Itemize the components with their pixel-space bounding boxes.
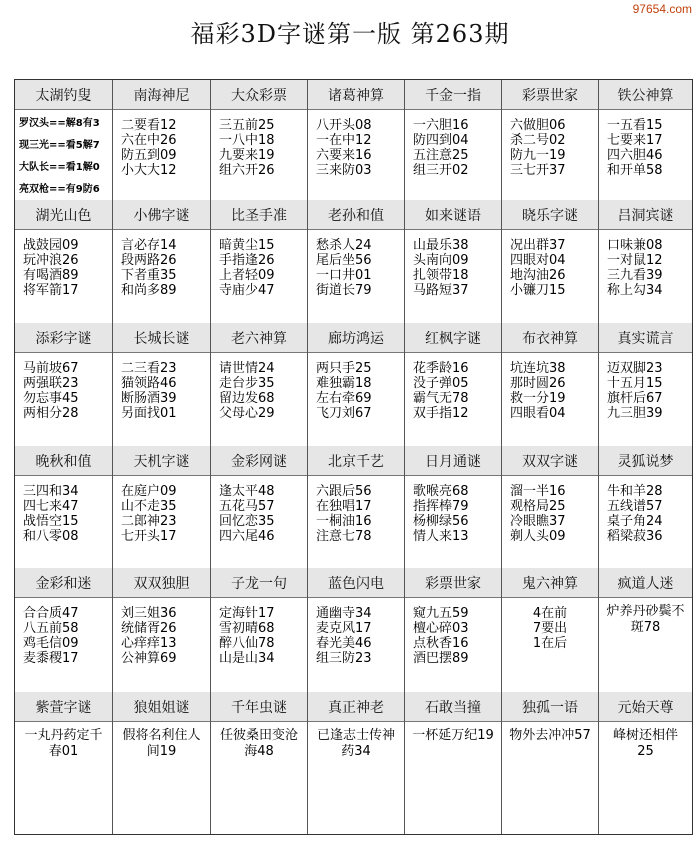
riddle-line: 有喝酒89 xyxy=(23,268,79,283)
cell-body xyxy=(599,238,692,298)
cell-header: 真实谎言 xyxy=(599,323,692,353)
riddle-line: 雪初晴68 xyxy=(219,621,275,636)
riddle-line: 二三看23 xyxy=(121,361,177,376)
riddle-line: 六在中26 xyxy=(121,133,177,148)
cell-body xyxy=(502,361,598,421)
cell-header: 晓乐字谜 xyxy=(502,200,598,230)
riddle-cell xyxy=(15,446,113,568)
cell-header: 狼姐姐谜 xyxy=(113,692,210,722)
cell-body xyxy=(113,606,210,666)
riddle-line: 二要看12 xyxy=(121,118,177,133)
cell-body xyxy=(15,238,112,298)
cell-body xyxy=(405,238,501,298)
riddle-line: 街道长79 xyxy=(316,283,372,298)
riddle-line: 通幽寺34 xyxy=(316,606,372,621)
cell-body xyxy=(599,604,692,636)
cell-body xyxy=(308,118,404,178)
cell-body xyxy=(502,728,598,744)
riddle-line: 勿忘事45 xyxy=(23,391,79,406)
riddle-line: 请世情24 xyxy=(219,361,275,376)
riddle-line: 小镰刀15 xyxy=(510,283,566,298)
cell-header: 蓝色闪电 xyxy=(308,568,404,598)
riddle-line: 现三光==看5解7 xyxy=(19,140,100,151)
riddle-line: 地沟油26 xyxy=(510,268,566,283)
table-row xyxy=(15,446,692,568)
riddle-line: 难独霸18 xyxy=(316,376,372,391)
riddle-line: 四眼对04 xyxy=(510,253,566,268)
cell-header: 如来谜语 xyxy=(405,200,501,230)
cell-header: 老六神算 xyxy=(211,323,307,353)
riddle-line: 檀心碎03 xyxy=(413,621,469,636)
riddle-line: 五花马57 xyxy=(219,499,275,514)
cell-header: 布衣神算 xyxy=(502,323,598,353)
riddle-cell xyxy=(113,568,211,692)
riddle-line: 走台步35 xyxy=(219,376,275,391)
riddle-line: 一八中18 xyxy=(219,133,275,148)
cell-header: 太湖钓叟 xyxy=(15,80,112,110)
cell-header: 金彩和迷 xyxy=(15,568,112,598)
riddle-line: 一六胆16 xyxy=(413,118,469,133)
cell-header: 金彩网谜 xyxy=(211,446,307,476)
riddle-cell xyxy=(211,80,308,200)
riddle-cell xyxy=(211,446,308,568)
riddle-line: 况出群37 xyxy=(510,238,566,253)
riddle-cell xyxy=(113,446,211,568)
site-watermark: 97654.com xyxy=(632,2,692,16)
riddle-cell xyxy=(211,200,308,323)
cell-body xyxy=(15,113,112,201)
riddle-cell xyxy=(308,692,405,834)
riddle-line: 在独唱17 xyxy=(316,499,372,514)
cell-header: 彩票世家 xyxy=(405,568,501,598)
riddle-line: 旗杆后67 xyxy=(607,391,663,406)
riddle-line: 暗黄尘15 xyxy=(219,238,275,253)
riddle-line: 三七开37 xyxy=(510,163,566,178)
cell-body xyxy=(599,484,692,544)
riddle-line: 头南向09 xyxy=(413,253,469,268)
riddle-line: 一五看15 xyxy=(607,118,663,133)
cell-body xyxy=(405,118,501,178)
riddle-line: 三四和34 xyxy=(23,484,79,499)
riddle-line: 愁杀人24 xyxy=(316,238,372,253)
riddle-line: 一对鼠12 xyxy=(607,253,663,268)
cell-body xyxy=(308,238,404,298)
riddle-line: 八开头08 xyxy=(316,118,372,133)
riddle-line: 点秋香16 xyxy=(413,636,469,651)
riddle-line: 和开单58 xyxy=(607,163,663,178)
riddle-line: 一口井01 xyxy=(316,268,372,283)
riddle-cell xyxy=(113,200,211,323)
cell-body xyxy=(308,361,404,421)
riddle-cell xyxy=(308,323,405,446)
riddle-line: 歌喉亮68 xyxy=(413,484,469,499)
riddle-line: 坑连坑38 xyxy=(510,361,566,376)
cell-header: 湖光山色 xyxy=(15,200,112,230)
riddle-line: 注意七78 xyxy=(316,529,372,544)
riddle-line: 溜一半16 xyxy=(510,484,566,499)
riddle-cell xyxy=(502,568,599,692)
riddle-line: 亮双枪==有9防6 xyxy=(19,184,100,195)
riddle-line: 防九一19 xyxy=(510,148,566,163)
riddle-line: 四六胆46 xyxy=(607,148,663,163)
riddle-line: 峰树还相伴25 xyxy=(612,728,678,759)
riddle-line: 假将名利住人间19 xyxy=(122,728,201,759)
cell-header: 小佛字谜 xyxy=(113,200,210,230)
cell-body xyxy=(15,484,112,544)
riddle-line: 六做胆06 xyxy=(510,118,566,133)
riddle-line: 山不走35 xyxy=(121,499,177,514)
cell-header: 千金一指 xyxy=(405,80,501,110)
cell-header: 吕洞宾谜 xyxy=(599,200,692,230)
riddle-line: 山是山34 xyxy=(219,651,275,666)
riddle-line: 防四到04 xyxy=(413,133,469,148)
riddle-line: 心痒痒13 xyxy=(121,636,177,651)
cell-header: 灵狐说梦 xyxy=(599,446,692,476)
riddle-cell xyxy=(113,80,211,200)
riddle-line: 下者重35 xyxy=(121,268,177,283)
riddle-line: 合合质47 xyxy=(23,606,79,621)
cell-header: 比圣手准 xyxy=(211,200,307,230)
cell-header: 鬼六神算 xyxy=(502,568,598,598)
riddle-line: 山最乐38 xyxy=(413,238,469,253)
riddle-cell xyxy=(502,692,599,834)
riddle-cell xyxy=(405,80,502,200)
riddle-line: 四七来47 xyxy=(23,499,79,514)
cell-body xyxy=(599,728,692,760)
riddle-line: 段两路26 xyxy=(121,253,177,268)
riddle-line: 醉八仙78 xyxy=(219,636,275,651)
riddle-line: 三五前25 xyxy=(219,118,275,133)
riddle-cell xyxy=(308,446,405,568)
cell-header: 廊坊鸿运 xyxy=(308,323,404,353)
riddle-line: 4在前 xyxy=(532,606,568,621)
riddle-line: 迈双脚23 xyxy=(607,361,663,376)
riddle-cell xyxy=(405,568,502,692)
riddle-line: 称上勾34 xyxy=(607,283,663,298)
cell-body xyxy=(308,606,404,666)
cell-body xyxy=(502,484,598,544)
table-row xyxy=(15,323,692,446)
riddle-cell xyxy=(599,568,692,692)
riddle-line: 言必存14 xyxy=(121,238,177,253)
table-row xyxy=(15,200,692,323)
riddle-line: 鸡毛信09 xyxy=(23,636,79,651)
cell-body xyxy=(211,484,307,544)
riddle-line: 窥九五59 xyxy=(413,606,469,621)
riddle-line: 两强联23 xyxy=(23,376,79,391)
riddle-line: 寺庙少47 xyxy=(219,283,275,298)
riddle-cell xyxy=(405,446,502,568)
riddle-cell xyxy=(15,200,113,323)
cell-header: 双双字谜 xyxy=(502,446,598,476)
cell-body xyxy=(113,361,210,421)
table-row xyxy=(15,80,692,200)
riddle-line: 两只手25 xyxy=(316,361,372,376)
riddle-line: 扎领带18 xyxy=(413,268,469,283)
riddle-cell xyxy=(405,323,502,446)
cell-header: 疯道人迷 xyxy=(599,568,692,598)
riddle-line: 六要来16 xyxy=(316,148,372,163)
riddle-line: 战悟空15 xyxy=(23,514,79,529)
riddle-line: 花季龄16 xyxy=(413,361,469,376)
cell-header: 真正神老 xyxy=(308,692,404,722)
cell-body xyxy=(113,728,210,760)
cell-body xyxy=(308,484,404,544)
riddle-line: 组三防23 xyxy=(316,651,372,666)
cell-body xyxy=(405,728,501,744)
riddle-line: 八五前58 xyxy=(23,621,79,636)
riddle-line: 和尚多89 xyxy=(121,283,177,298)
riddle-line: 七开头17 xyxy=(121,529,177,544)
riddle-line: 已逢志士传神药34 xyxy=(316,728,395,759)
riddle-line: 一杯延万纪19 xyxy=(412,728,494,743)
riddle-cell xyxy=(15,323,113,446)
riddle-cell xyxy=(211,568,308,692)
cell-header: 北京千艺 xyxy=(308,446,404,476)
riddle-line: 九要来19 xyxy=(219,148,275,163)
cell-header: 诸葛神算 xyxy=(308,80,404,110)
riddle-cell xyxy=(599,446,692,568)
cell-header: 南海神尼 xyxy=(113,80,210,110)
riddle-line: 留边发68 xyxy=(219,391,275,406)
riddle-line: 一桐油16 xyxy=(316,514,372,529)
riddle-line: 统储胥26 xyxy=(121,621,177,636)
cell-body xyxy=(308,728,404,760)
cell-body xyxy=(405,361,501,421)
cell-header: 日月通谜 xyxy=(405,446,501,476)
riddle-line: 口味兼08 xyxy=(607,238,663,253)
riddle-cell xyxy=(15,692,113,834)
riddle-line: 救一分19 xyxy=(510,391,566,406)
cell-body xyxy=(405,484,501,544)
riddle-cell xyxy=(599,692,692,834)
riddle-line: 一在中12 xyxy=(316,133,372,148)
riddle-line: 马前坡67 xyxy=(23,361,79,376)
riddle-line: 指挥棒79 xyxy=(413,499,469,514)
riddle-cell xyxy=(502,446,599,568)
cell-body xyxy=(15,361,112,421)
riddle-line: 麦克风17 xyxy=(316,621,372,636)
riddle-line: 上者轻09 xyxy=(219,268,275,283)
riddle-cell xyxy=(113,323,211,446)
riddle-cell xyxy=(502,323,599,446)
riddle-line: 没子弹05 xyxy=(413,376,469,391)
riddle-cell xyxy=(15,80,113,200)
riddle-cell xyxy=(211,323,308,446)
riddle-cell xyxy=(599,200,692,323)
riddle-cell xyxy=(308,568,405,692)
riddle-line: 九三胆39 xyxy=(607,406,663,421)
riddle-line: 罗汉头==解8有3 xyxy=(19,118,100,129)
cell-body xyxy=(405,606,501,666)
cell-header: 子龙一句 xyxy=(211,568,307,598)
riddle-line: 七要来17 xyxy=(607,133,663,148)
riddle-cell xyxy=(113,692,211,834)
cell-header: 大众彩票 xyxy=(211,80,307,110)
riddle-cell xyxy=(308,80,405,200)
riddle-line: 刘三姐36 xyxy=(121,606,177,621)
cell-body xyxy=(113,484,210,544)
riddle-line: 两相分28 xyxy=(23,406,79,421)
cell-header: 双双独胆 xyxy=(113,568,210,598)
cell-body xyxy=(502,606,598,651)
cell-header: 彩票世家 xyxy=(502,80,598,110)
riddle-line: 和八零08 xyxy=(23,529,79,544)
riddle-line: 玩冲浪26 xyxy=(23,253,79,268)
riddle-cell xyxy=(599,80,692,200)
riddle-line: 手指逢26 xyxy=(219,253,275,268)
cell-body xyxy=(502,118,598,178)
table-row xyxy=(15,568,692,692)
riddle-line: 十五月15 xyxy=(607,376,663,391)
riddle-line: 五注意25 xyxy=(413,148,469,163)
riddle-line: 双手指12 xyxy=(413,406,469,421)
riddle-line: 父母心29 xyxy=(219,406,275,421)
riddle-line: 马路短37 xyxy=(413,283,469,298)
riddle-cell xyxy=(599,323,692,446)
riddle-table xyxy=(14,79,693,835)
table-row xyxy=(15,692,692,834)
riddle-line: 那时圆26 xyxy=(510,376,566,391)
riddle-line: 杀二号02 xyxy=(510,133,566,148)
riddle-line: 逢太平48 xyxy=(219,484,275,499)
cell-header: 红枫字谜 xyxy=(405,323,501,353)
riddle-line: 断肠酒39 xyxy=(121,391,177,406)
riddle-line: 情人来13 xyxy=(413,529,469,544)
cell-header: 元始天尊 xyxy=(599,692,692,722)
cell-header: 添彩字谜 xyxy=(15,323,112,353)
cell-header: 紫萱字谜 xyxy=(15,692,112,722)
riddle-line: 杨柳绿56 xyxy=(413,514,469,529)
cell-body xyxy=(211,606,307,666)
riddle-line: 三来防03 xyxy=(316,163,372,178)
cell-header: 千年虫谜 xyxy=(211,692,307,722)
riddle-line: 大队长==看1解0 xyxy=(19,162,100,173)
riddle-line: 春光美46 xyxy=(316,636,372,651)
riddle-line: 7要出 xyxy=(532,621,568,636)
cell-body xyxy=(211,728,307,760)
riddle-cell xyxy=(15,568,113,692)
page-title: 福彩3D字谜第一版 第263期 xyxy=(190,20,510,48)
riddle-line: 猫领路46 xyxy=(121,376,177,391)
riddle-line: 麦黍稷17 xyxy=(23,651,79,666)
riddle-line: 将军箭17 xyxy=(23,283,79,298)
riddle-cell xyxy=(502,200,599,323)
cell-body xyxy=(211,361,307,421)
riddle-line: 飞刀刘67 xyxy=(316,406,372,421)
riddle-line: 牛和羊28 xyxy=(607,484,663,499)
cell-body xyxy=(211,238,307,298)
cell-body xyxy=(113,118,210,178)
riddle-line: 任彼桑田变沧海48 xyxy=(219,728,298,759)
riddle-line: 另面找01 xyxy=(121,406,177,421)
riddle-line: 防五到09 xyxy=(121,148,177,163)
cell-body xyxy=(15,728,112,760)
riddle-line: 小大大12 xyxy=(121,163,177,178)
riddle-line: 尾后坐56 xyxy=(316,253,372,268)
riddle-line: 左右牵69 xyxy=(316,391,372,406)
riddle-line: 回忆恋35 xyxy=(219,514,275,529)
riddle-line: 定海针17 xyxy=(219,606,275,621)
riddle-line: 观格局25 xyxy=(510,499,566,514)
cell-header: 晚秋和值 xyxy=(15,446,112,476)
riddle-line: 物外去冲冲57 xyxy=(509,728,591,743)
riddle-line: 剃人头09 xyxy=(510,529,566,544)
riddle-cell xyxy=(308,200,405,323)
cell-header: 长城长谜 xyxy=(113,323,210,353)
riddle-line: 桌子角24 xyxy=(607,514,663,529)
riddle-line: 霸气无78 xyxy=(413,391,469,406)
riddle-cell xyxy=(211,692,308,834)
cell-header: 天机字谜 xyxy=(113,446,210,476)
cell-body xyxy=(113,238,210,298)
riddle-line: 三九看39 xyxy=(607,268,663,283)
riddle-line: 酒巴摆89 xyxy=(413,651,469,666)
riddle-line: 二郎神23 xyxy=(121,514,177,529)
cell-body xyxy=(599,118,692,178)
riddle-cell xyxy=(405,692,502,834)
cell-body xyxy=(599,361,692,421)
cell-header: 老孙和值 xyxy=(308,200,404,230)
riddle-cell xyxy=(502,80,599,200)
riddle-line: 一丸丹药定千春01 xyxy=(24,728,103,759)
cell-body xyxy=(15,606,112,666)
cell-body xyxy=(502,238,598,298)
cell-header: 石敢当撞 xyxy=(405,692,501,722)
riddle-line: 战鼓园09 xyxy=(23,238,79,253)
riddle-line: 组六开26 xyxy=(219,163,275,178)
riddle-line: 六跟后56 xyxy=(316,484,372,499)
riddle-line: 四六尾46 xyxy=(219,529,275,544)
cell-header: 铁公神算 xyxy=(599,80,692,110)
cell-body xyxy=(211,118,307,178)
riddle-line: 冷眼瞧37 xyxy=(510,514,566,529)
cell-header: 独孤一语 xyxy=(502,692,598,722)
riddle-line: 稻梁菽36 xyxy=(607,529,663,544)
riddle-line: 1在后 xyxy=(532,636,568,651)
riddle-line: 公神算69 xyxy=(121,651,177,666)
riddle-line: 在庭户09 xyxy=(121,484,177,499)
riddle-line: 四眼看04 xyxy=(510,406,566,421)
riddle-line: 炉养丹砂鬓不斑78 xyxy=(606,604,685,635)
riddle-cell xyxy=(405,200,502,323)
riddle-line: 组三开02 xyxy=(413,163,469,178)
riddle-line: 五线谱57 xyxy=(607,499,663,514)
